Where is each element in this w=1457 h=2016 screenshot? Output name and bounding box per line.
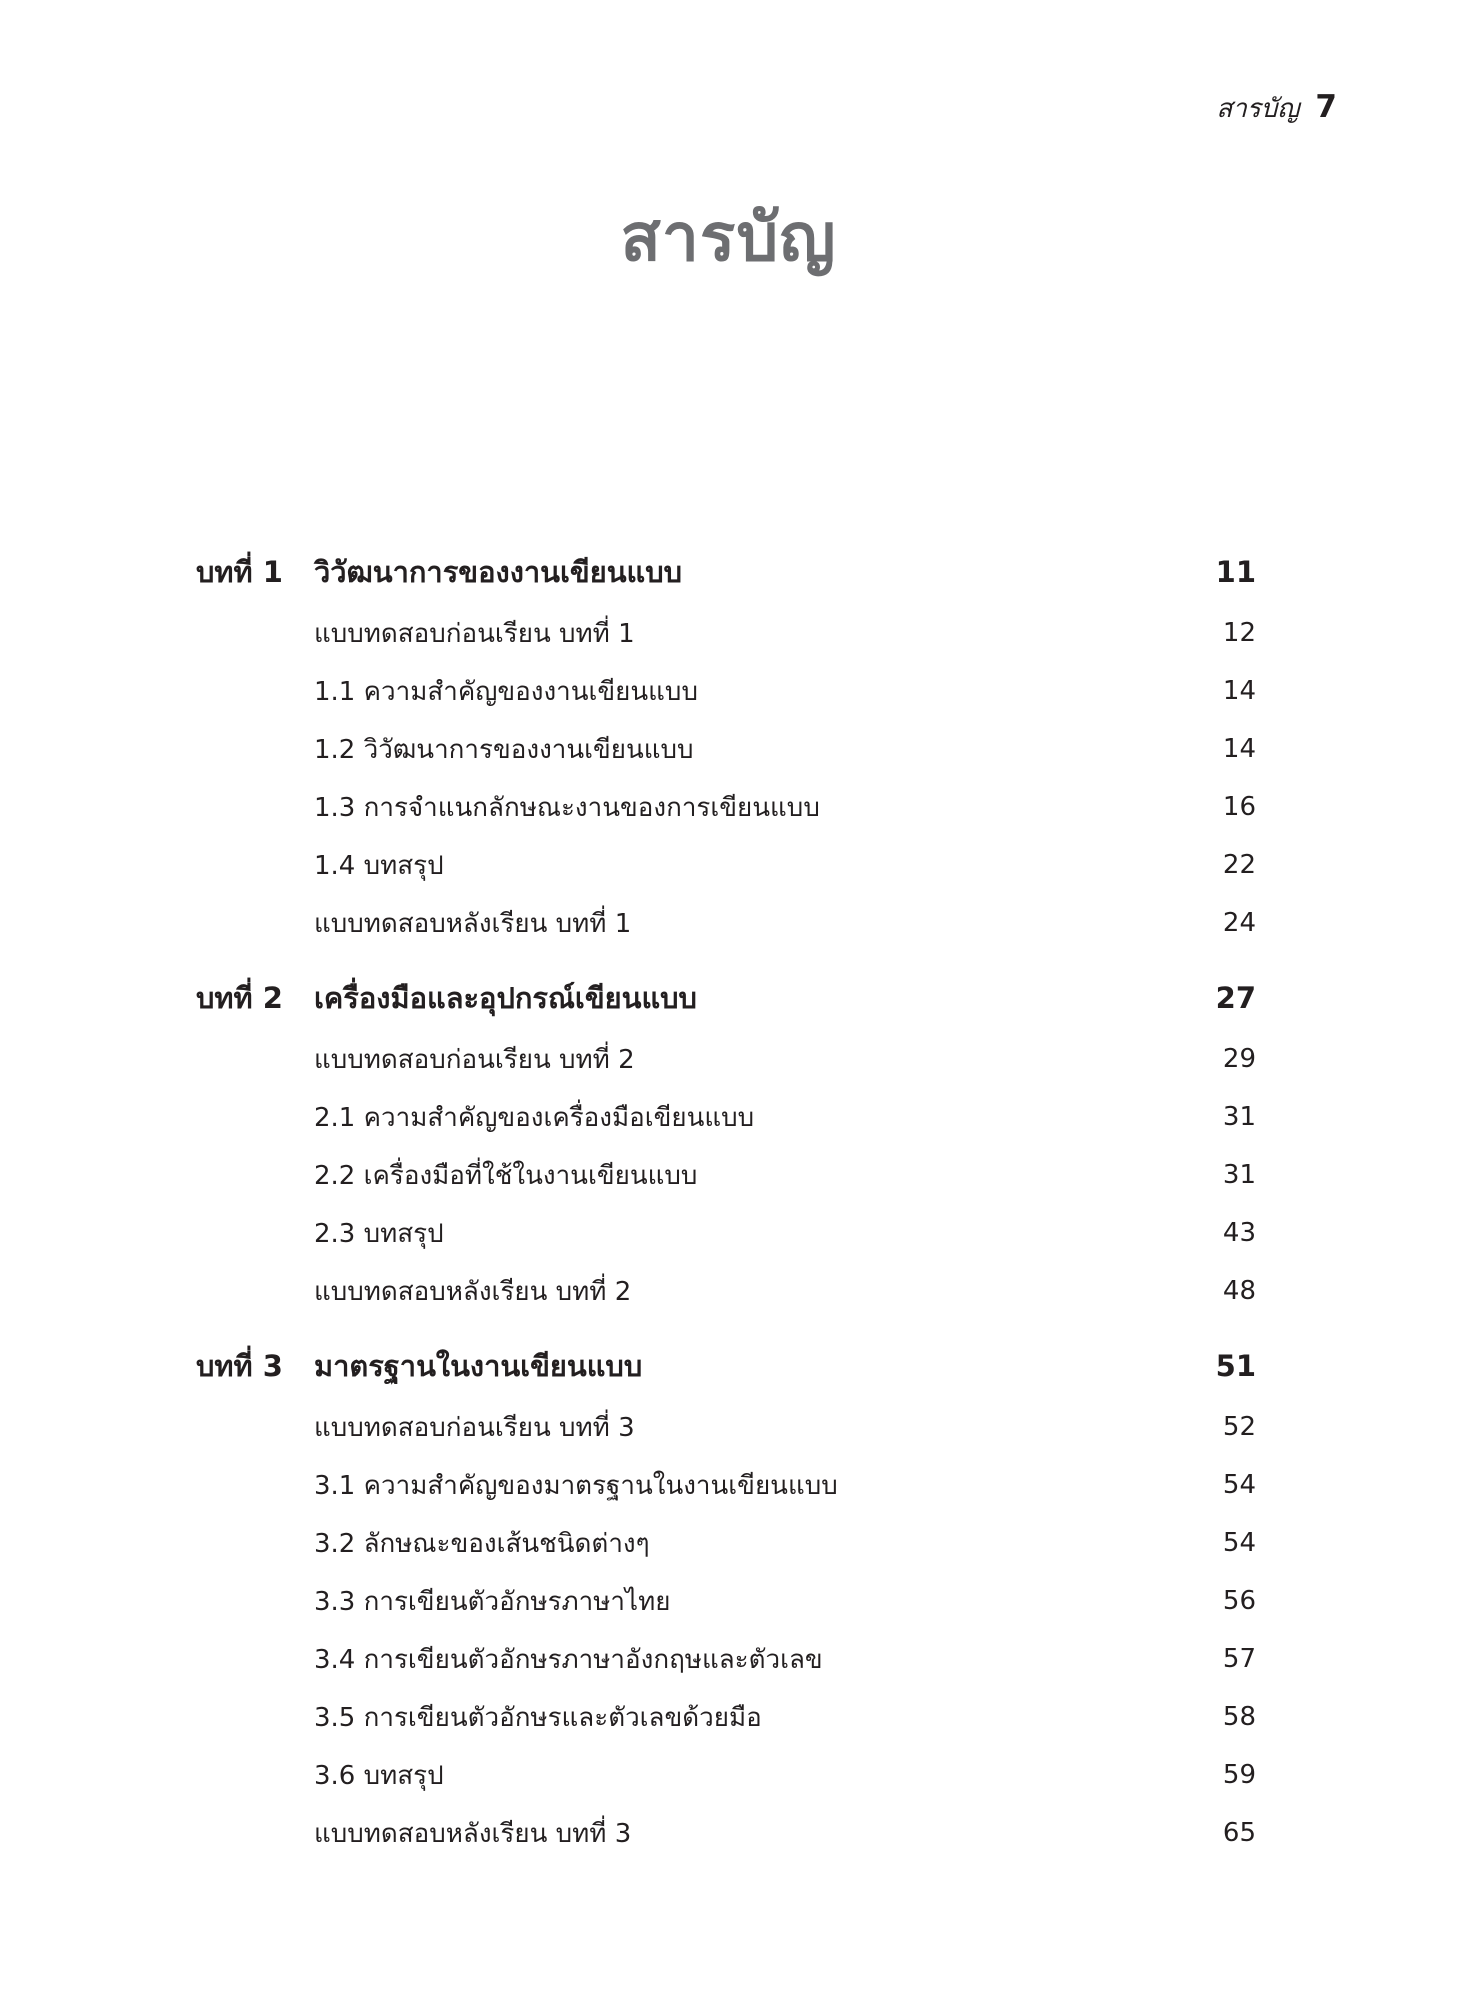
toc-chapter: [196, 540, 1256, 952]
toc-chapter: [196, 966, 1256, 1320]
chapter-number: บทที่ 1: [196, 555, 283, 589]
toc-entry-page-number: 29: [1222, 1044, 1256, 1074]
toc-entry-page-number: 54: [1222, 1528, 1256, 1558]
toc-entry: [196, 720, 1256, 778]
toc-entry: [196, 1572, 1256, 1630]
toc-entry: [196, 1514, 1256, 1572]
toc-entry-page-number: 31: [1222, 1102, 1256, 1132]
toc-entry-title: 2.1 ความสำคัญของเครื่องมือเขียนแบบ: [314, 1102, 755, 1133]
toc-entry-title: 2.2 เครื่องมือที่ใช้ในงานเขียนแบบ: [314, 1160, 698, 1191]
toc-entry: [196, 1746, 1256, 1804]
toc-entry-page-number: 24: [1222, 908, 1256, 938]
toc-entry-page-number: 57: [1222, 1644, 1256, 1674]
chapter-page-number: 51: [1215, 1349, 1256, 1383]
toc-chapter: [196, 1334, 1256, 1862]
chapter-title: เครื่องมือและอุปกรณ์เขียนแบบ: [314, 981, 697, 1015]
toc-entry: [196, 836, 1256, 894]
toc-entry-page-number: 14: [1222, 734, 1256, 764]
toc-entry: [196, 1630, 1256, 1688]
toc-chapter-heading: [196, 966, 1256, 1030]
toc-entry-title: แบบทดสอบหลังเรียน บทที่ 1: [314, 908, 632, 939]
running-header: [1216, 88, 1337, 129]
toc-entry-page-number: 59: [1222, 1760, 1256, 1790]
toc-entry-title: 3.1 ความสำคัญของมาตรฐานในงานเขียนแบบ: [314, 1470, 838, 1501]
toc-entry: [196, 1088, 1256, 1146]
toc-entry: [196, 1262, 1256, 1320]
toc-entry-page-number: 43: [1222, 1218, 1256, 1248]
toc-entry: [196, 662, 1256, 720]
toc-chapter-heading: [196, 540, 1256, 604]
toc-entry-title: แบบทดสอบก่อนเรียน บทที่ 3: [314, 1412, 635, 1443]
toc-entry-page-number: 65: [1222, 1818, 1256, 1848]
toc-entry-title: แบบทดสอบหลังเรียน บทที่ 3: [314, 1818, 632, 1849]
chapter-page-number: 11: [1215, 555, 1256, 589]
chapter-title: มาตรฐานในงานเขียนแบบ: [314, 1349, 643, 1383]
toc-entry: [196, 1204, 1256, 1262]
toc-entry-page-number: 54: [1222, 1470, 1256, 1500]
toc-entry-page-number: 58: [1222, 1702, 1256, 1732]
chapter-number: บทที่ 3: [196, 1349, 283, 1383]
toc-entry: [196, 778, 1256, 836]
toc-entry-page-number: 16: [1222, 792, 1256, 822]
toc-entry: [196, 604, 1256, 662]
toc-entry: [196, 1456, 1256, 1514]
toc-entry-title: แบบทดสอบหลังเรียน บทที่ 2: [314, 1276, 632, 1307]
toc-entry-page-number: 14: [1222, 676, 1256, 706]
table-of-contents: [196, 540, 1256, 1876]
page-title: สารบัญ: [620, 199, 837, 276]
running-header-title: สารบัญ: [1216, 94, 1300, 124]
toc-entry-page-number: 12: [1222, 618, 1256, 648]
toc-entry-page-number: 48: [1222, 1276, 1256, 1306]
running-header-page-number: 7: [1315, 89, 1337, 125]
toc-entry-page-number: 56: [1222, 1586, 1256, 1616]
toc-entry-title: 1.3 การจำแนกลักษณะงานของการเขียนแบบ: [314, 792, 820, 823]
toc-entry-page-number: 22: [1222, 850, 1256, 880]
toc-entry-title: 1.1 ความสำคัญของงานเขียนแบบ: [314, 676, 698, 707]
toc-entry-title: แบบทดสอบก่อนเรียน บทที่ 1: [314, 618, 635, 649]
toc-entry-title: 3.5 การเขียนตัวอักษรและตัวเลขด้วยมือ: [314, 1702, 762, 1733]
toc-entry-title: 1.4 บทสรุป: [314, 850, 444, 881]
toc-entry-title: 1.2 วิวัฒนาการของงานเขียนแบบ: [314, 734, 694, 765]
toc-entry: [196, 1688, 1256, 1746]
toc-entry: [196, 1030, 1256, 1088]
toc-entry-title: 3.4 การเขียนตัวอักษรภาษาอังกฤษและตัวเลข: [314, 1644, 823, 1675]
chapter-page-number: 27: [1215, 981, 1256, 1015]
toc-entry-page-number: 52: [1222, 1412, 1256, 1442]
toc-chapter-heading: [196, 1334, 1256, 1398]
chapter-title: วิวัฒนาการของงานเขียนแบบ: [314, 555, 683, 589]
chapter-number: บทที่ 2: [196, 981, 283, 1015]
toc-entry: [196, 1804, 1256, 1862]
toc-entry-title: 3.2 ลักษณะของเส้นชนิดต่างๆ: [314, 1528, 650, 1559]
toc-entry-page-number: 31: [1222, 1160, 1256, 1190]
toc-entry-title: แบบทดสอบก่อนเรียน บทที่ 2: [314, 1044, 635, 1075]
toc-entry: [196, 1398, 1256, 1456]
toc-entry-title: 2.3 บทสรุป: [314, 1218, 444, 1249]
toc-entry-title: 3.3 การเขียนตัวอักษรภาษาไทย: [314, 1586, 671, 1617]
toc-entry: [196, 894, 1256, 952]
toc-entry-title: 3.6 บทสรุป: [314, 1760, 444, 1791]
toc-entry: [196, 1146, 1256, 1204]
